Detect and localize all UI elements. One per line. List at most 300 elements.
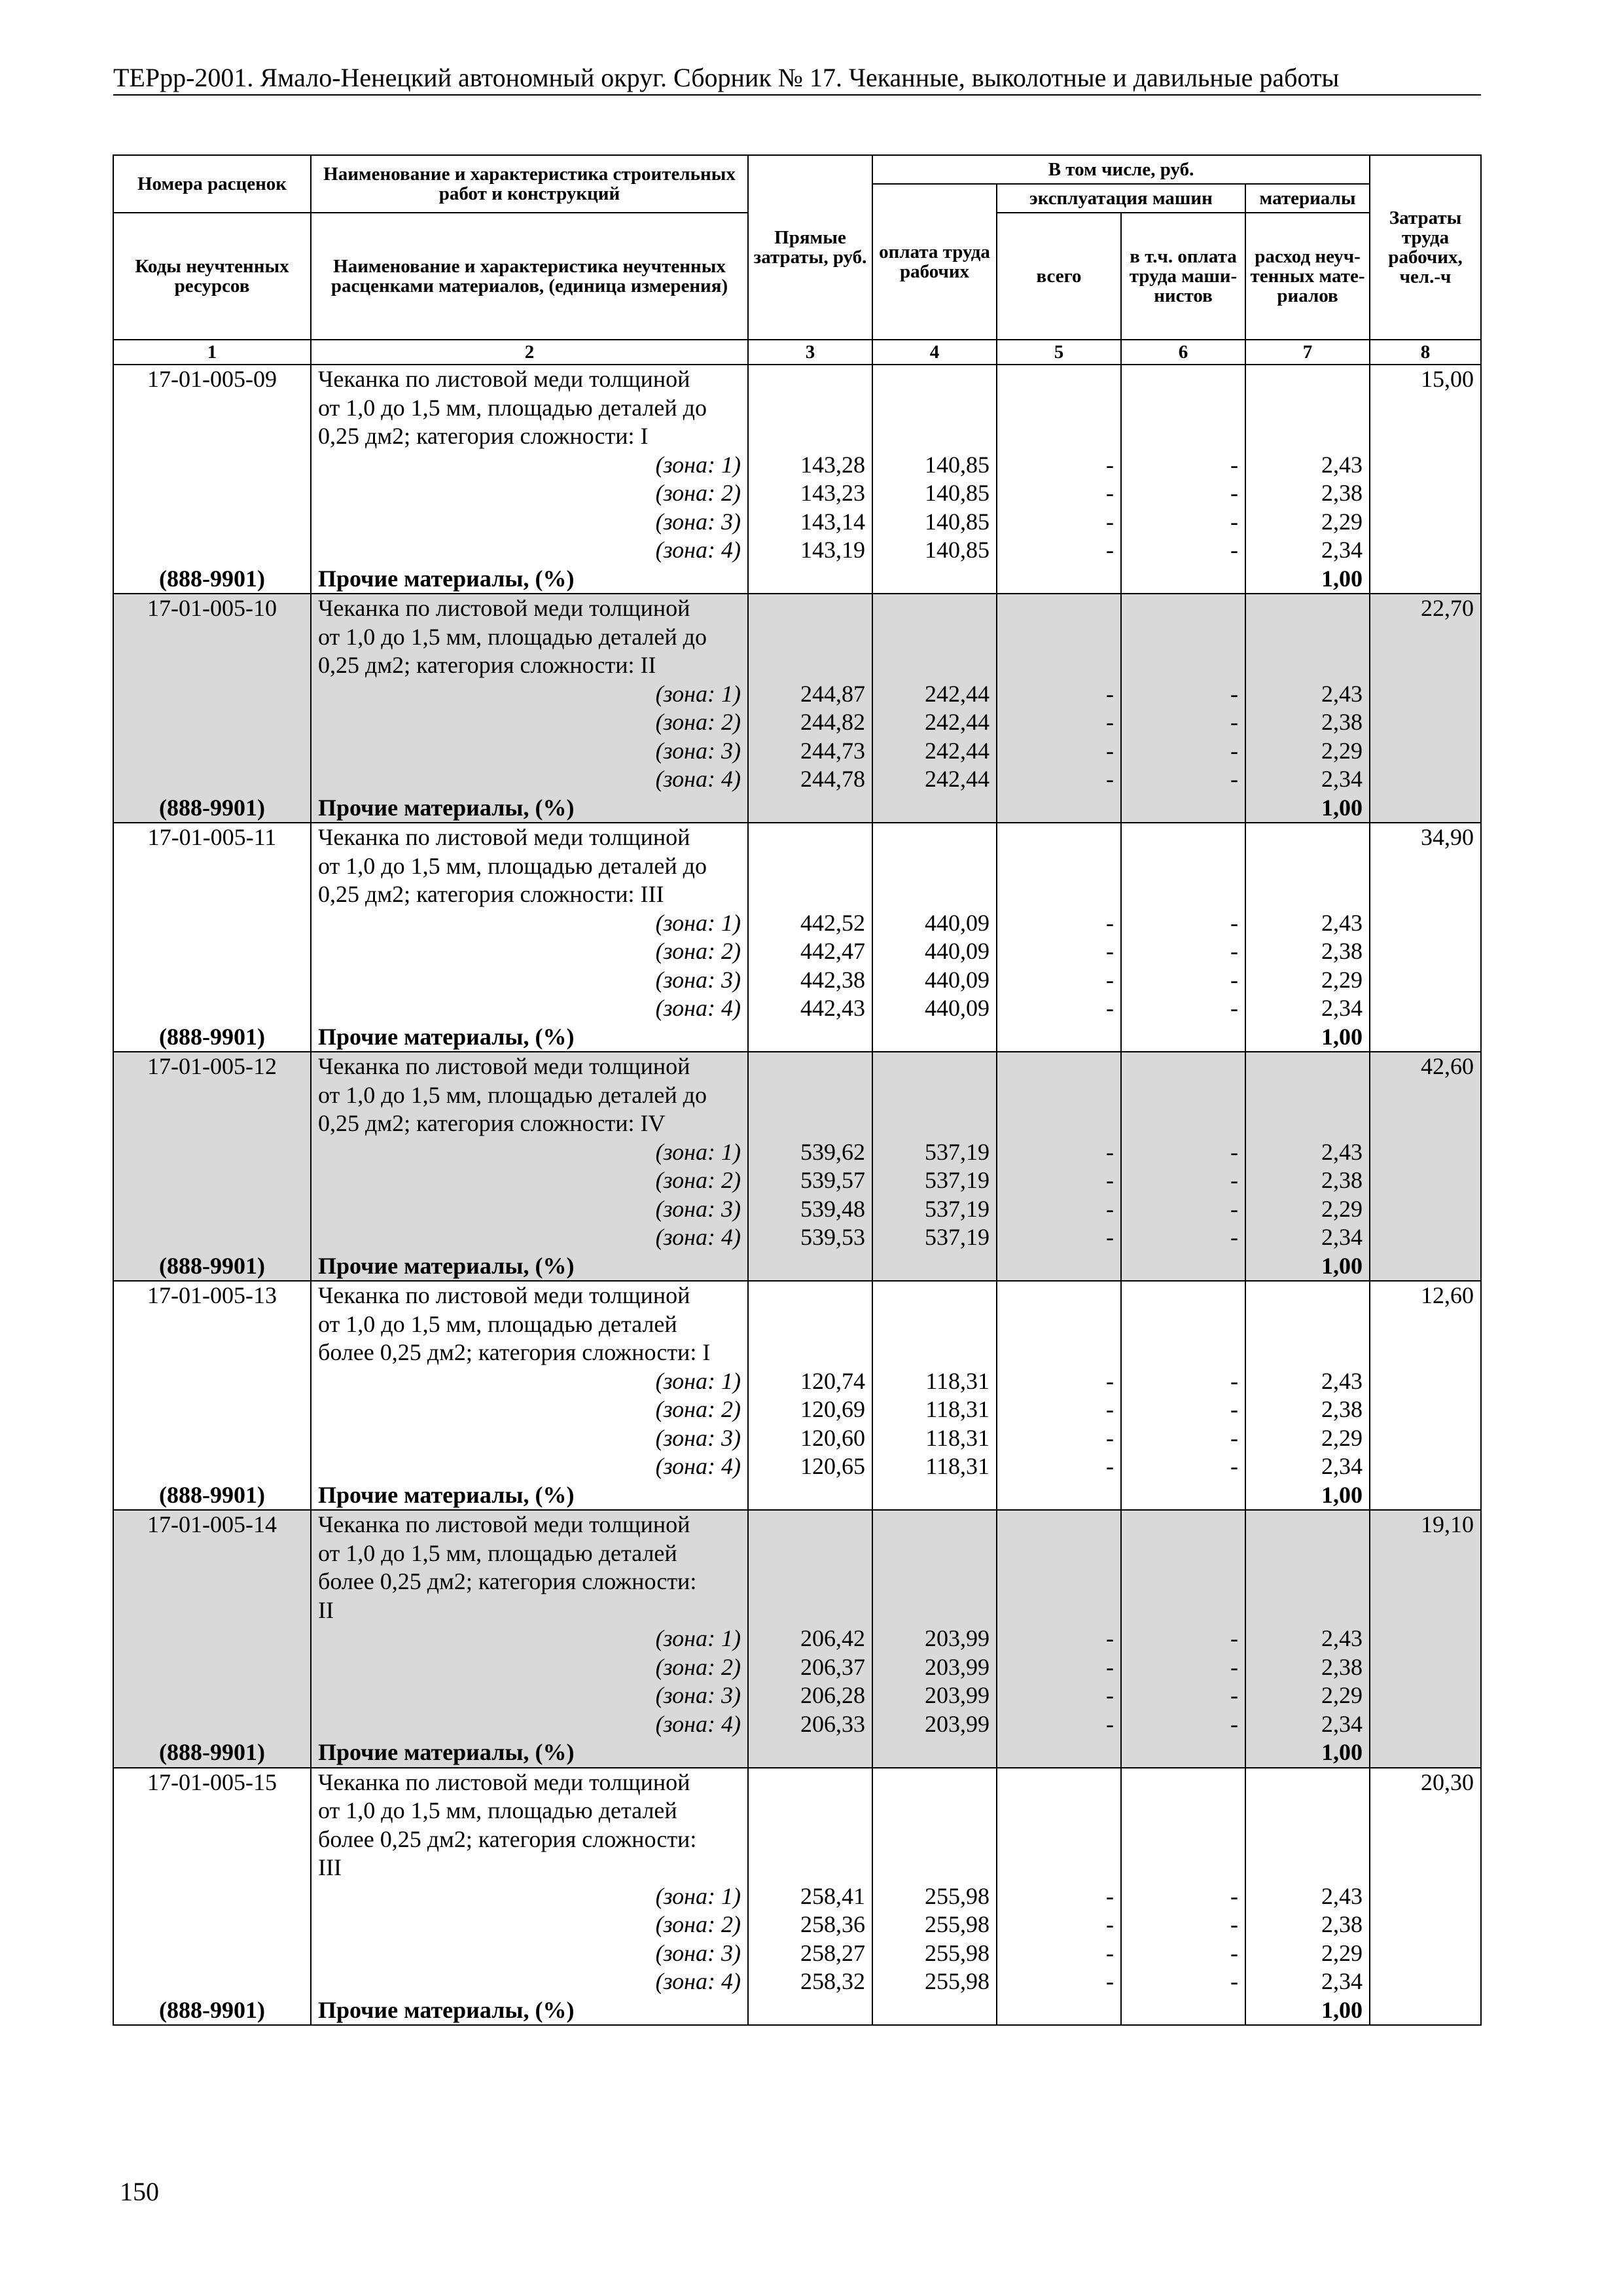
zone-row — [113, 1710, 1481, 1739]
materials-value: 2,34 — [1245, 1223, 1370, 1252]
other-materials-value: 1,00 — [1245, 1252, 1370, 1282]
rate-code: 17-01-005-15 — [113, 1768, 311, 1797]
empty-cell — [113, 1797, 311, 1825]
zone-row — [113, 994, 1481, 1023]
empty-cell — [872, 852, 997, 881]
rate-group — [113, 823, 1481, 1052]
machinist-pay-value: - — [1121, 508, 1245, 537]
machinist-pay-value: - — [1121, 1452, 1245, 1481]
empty-cell — [1370, 1825, 1481, 1854]
zone-label: (зона: 4) — [311, 765, 748, 794]
direct-costs-value: 539,53 — [748, 1223, 872, 1252]
empty-cell — [748, 1338, 872, 1367]
materials-value: 2,43 — [1245, 1138, 1370, 1167]
materials-value: 2,43 — [1245, 1624, 1370, 1653]
work-description-line: 0,25 дм2; категория сложности: II — [311, 651, 748, 680]
resource-code: (888-9901) — [113, 565, 311, 594]
empty-cell — [1370, 708, 1481, 737]
empty-cell — [113, 1310, 311, 1339]
description-row — [113, 823, 1481, 852]
empty-cell — [1370, 1452, 1481, 1481]
workers-pay-value: 255,98 — [872, 1967, 997, 1996]
col-unaccounted-consumption: расход неуч-тенных мате-риалов — [1245, 213, 1370, 340]
workers-pay-value: 140,85 — [872, 451, 997, 480]
empty-cell — [872, 1510, 997, 1539]
empty-cell — [748, 823, 872, 852]
workers-pay-value: 537,19 — [872, 1223, 997, 1252]
zone-label: (зона: 2) — [311, 1910, 748, 1939]
other-materials-row — [113, 1481, 1481, 1511]
workers-pay-value: 440,09 — [872, 937, 997, 966]
work-description-line: более 0,25 дм2; категория сложности: — [311, 1825, 748, 1854]
empty-cell — [1370, 479, 1481, 508]
work-description-line: 0,25 дм2; категория сложности: I — [311, 422, 748, 451]
empty-cell — [997, 1738, 1121, 1768]
empty-cell — [872, 1081, 997, 1110]
other-materials-row — [113, 1023, 1481, 1052]
materials-value: 2,29 — [1245, 1424, 1370, 1453]
rate-code: 17-01-005-10 — [113, 594, 311, 623]
zone-label: (зона: 4) — [311, 536, 748, 565]
empty-cell — [997, 1052, 1121, 1081]
other-materials-value: 1,00 — [1245, 1996, 1370, 2026]
empty-cell — [748, 623, 872, 652]
direct-costs-value: 442,47 — [748, 937, 872, 966]
machine-total-value: - — [997, 1939, 1121, 1968]
machine-total-value: - — [997, 1195, 1121, 1224]
empty-cell — [1370, 1424, 1481, 1453]
table-header — [113, 155, 1481, 365]
zone-label: (зона: 3) — [311, 508, 748, 537]
empty-cell — [1245, 1768, 1370, 1797]
labor-costs-value: 34,90 — [1370, 823, 1481, 852]
empty-cell — [1245, 1109, 1370, 1138]
zone-row — [113, 1138, 1481, 1167]
description-row — [113, 1510, 1481, 1539]
empty-cell — [1121, 852, 1245, 881]
empty-cell — [872, 422, 997, 451]
materials-value: 2,34 — [1245, 1452, 1370, 1481]
machine-total-value: - — [997, 1452, 1121, 1481]
machinist-pay-value: - — [1121, 937, 1245, 966]
empty-cell — [1121, 1109, 1245, 1138]
empty-cell — [997, 1539, 1121, 1568]
col-machinist-pay: в т.ч. оплата труда маши-нистов — [1121, 213, 1245, 340]
direct-costs-value: 539,57 — [748, 1166, 872, 1195]
empty-cell — [997, 365, 1121, 394]
empty-cell — [113, 1452, 311, 1481]
zone-row — [113, 479, 1481, 508]
materials-value: 2,29 — [1245, 1681, 1370, 1710]
machinist-pay-value: - — [1121, 680, 1245, 709]
work-description-line: более 0,25 дм2; категория сложности: I — [311, 1338, 748, 1367]
labor-costs-value: 42,60 — [1370, 1052, 1481, 1081]
zone-row — [113, 680, 1481, 709]
workers-pay-value: 255,98 — [872, 1939, 997, 1968]
empty-cell — [113, 1710, 311, 1739]
work-description-line: II — [311, 1596, 748, 1625]
col-work-name: Наименование и характеристика строительных работ и конструкций — [311, 155, 748, 213]
machinist-pay-value: - — [1121, 1223, 1245, 1252]
page-number: 150 — [120, 2177, 159, 2206]
machine-total-value: - — [997, 1882, 1121, 1911]
other-materials-label: Прочие материалы, (%) — [311, 794, 748, 823]
empty-cell — [1245, 880, 1370, 909]
machine-total-value: - — [997, 536, 1121, 565]
empty-cell — [1121, 651, 1245, 680]
machinist-pay-value: - — [1121, 1967, 1245, 1996]
empty-cell — [1245, 1854, 1370, 1882]
empty-cell — [1245, 422, 1370, 451]
empty-cell — [872, 823, 997, 852]
empty-cell — [872, 1023, 997, 1052]
col-workers-pay: оплата труда рабочих — [872, 184, 997, 340]
col-rate-numbers: Номера расценок — [113, 155, 311, 213]
other-materials-value: 1,00 — [1245, 1481, 1370, 1511]
empty-cell — [1245, 1596, 1370, 1625]
zone-label: (зона: 3) — [311, 1424, 748, 1453]
workers-pay-value: 537,19 — [872, 1166, 997, 1195]
empty-cell — [1370, 937, 1481, 966]
direct-costs-value: 258,32 — [748, 1967, 872, 1996]
empty-cell — [748, 1568, 872, 1596]
workers-pay-value: 440,09 — [872, 909, 997, 938]
direct-costs-value: 244,82 — [748, 708, 872, 737]
empty-cell — [1121, 1252, 1245, 1282]
empty-cell — [1370, 422, 1481, 451]
workers-pay-value: 203,99 — [872, 1681, 997, 1710]
empty-cell — [1370, 565, 1481, 594]
empty-cell — [113, 1854, 311, 1882]
col-total: всего — [997, 213, 1121, 340]
empty-cell — [113, 1939, 311, 1968]
empty-cell — [1121, 1797, 1245, 1825]
empty-cell — [1121, 794, 1245, 823]
machine-total-value: - — [997, 1710, 1121, 1739]
rate-code: 17-01-005-14 — [113, 1510, 311, 1539]
machine-total-value: - — [997, 966, 1121, 995]
empty-cell — [1121, 1081, 1245, 1110]
empty-cell — [748, 1825, 872, 1854]
zone-label: (зона: 4) — [311, 994, 748, 1023]
rate-code: 17-01-005-09 — [113, 365, 311, 394]
empty-cell — [872, 1768, 997, 1797]
empty-cell — [872, 394, 997, 423]
other-materials-row — [113, 1996, 1481, 2026]
empty-cell — [1245, 1310, 1370, 1339]
empty-cell — [1370, 680, 1481, 709]
empty-cell — [113, 422, 311, 451]
empty-cell — [872, 1052, 997, 1081]
machinist-pay-value: - — [1121, 1710, 1245, 1739]
zone-label: (зона: 2) — [311, 1653, 748, 1682]
resource-code: (888-9901) — [113, 1481, 311, 1511]
workers-pay-value: 203,99 — [872, 1710, 997, 1739]
empty-cell — [1121, 594, 1245, 623]
empty-cell — [113, 1653, 311, 1682]
empty-cell — [113, 508, 311, 537]
empty-cell — [113, 765, 311, 794]
empty-cell — [1245, 365, 1370, 394]
empty-cell — [872, 1281, 997, 1310]
empty-cell — [1245, 1568, 1370, 1596]
empty-cell — [113, 479, 311, 508]
zone-label: (зона: 1) — [311, 909, 748, 938]
empty-cell — [997, 1081, 1121, 1110]
description-row — [113, 880, 1481, 909]
materials-value: 2,29 — [1245, 1195, 1370, 1224]
empty-cell — [1245, 594, 1370, 623]
empty-cell — [1121, 1539, 1245, 1568]
empty-cell — [997, 852, 1121, 881]
empty-cell — [113, 1624, 311, 1653]
empty-cell — [872, 651, 997, 680]
empty-cell — [748, 1854, 872, 1882]
direct-costs-value: 206,33 — [748, 1710, 872, 1739]
work-description-line: Чеканка по листовой меди толщиной — [311, 594, 748, 623]
labor-costs-value: 20,30 — [1370, 1768, 1481, 1797]
col-including: В том числе, руб. — [872, 155, 1370, 184]
empty-cell — [1370, 994, 1481, 1023]
zone-label: (зона: 1) — [311, 1138, 748, 1167]
empty-cell — [1121, 1510, 1245, 1539]
zone-row — [113, 451, 1481, 480]
empty-cell — [1121, 1568, 1245, 1596]
resource-code: (888-9901) — [113, 1738, 311, 1768]
empty-cell — [1121, 1281, 1245, 1310]
machinist-pay-value: - — [1121, 909, 1245, 938]
direct-costs-value: 539,48 — [748, 1195, 872, 1224]
other-materials-row — [113, 1738, 1481, 1768]
zone-label: (зона: 1) — [311, 1882, 748, 1911]
workers-pay-value: 242,44 — [872, 708, 997, 737]
empty-cell — [872, 1539, 997, 1568]
empty-cell — [1370, 1310, 1481, 1339]
empty-cell — [113, 1138, 311, 1167]
zone-label: (зона: 3) — [311, 966, 748, 995]
empty-cell — [997, 1023, 1121, 1052]
resource-code: (888-9901) — [113, 1252, 311, 1282]
machine-total-value: - — [997, 451, 1121, 480]
work-description-line: от 1,0 до 1,5 мм, площадью деталей — [311, 1539, 748, 1568]
empty-cell — [872, 565, 997, 594]
empty-cell — [1121, 565, 1245, 594]
empty-cell — [1370, 909, 1481, 938]
zone-row — [113, 937, 1481, 966]
zone-row — [113, 1395, 1481, 1424]
description-row — [113, 1568, 1481, 1596]
empty-cell — [1245, 1825, 1370, 1854]
labor-costs-value: 15,00 — [1370, 365, 1481, 394]
empty-cell — [748, 1510, 872, 1539]
empty-cell — [997, 1568, 1121, 1596]
direct-costs-value: 120,74 — [748, 1367, 872, 1396]
other-materials-value: 1,00 — [1245, 1023, 1370, 1052]
col-number: 4 — [872, 340, 997, 365]
other-materials-value: 1,00 — [1245, 1738, 1370, 1768]
materials-value: 2,34 — [1245, 765, 1370, 794]
empty-cell — [748, 1539, 872, 1568]
workers-pay-value: 242,44 — [872, 680, 997, 709]
empty-cell — [1370, 794, 1481, 823]
machine-total-value: - — [997, 1166, 1121, 1195]
zone-label: (зона: 2) — [311, 1166, 748, 1195]
direct-costs-value: 143,28 — [748, 451, 872, 480]
workers-pay-value: 242,44 — [872, 765, 997, 794]
other-materials-label: Прочие материалы, (%) — [311, 565, 748, 594]
empty-cell — [113, 1596, 311, 1625]
empty-cell — [113, 1338, 311, 1367]
empty-cell — [748, 1797, 872, 1825]
empty-cell — [1370, 651, 1481, 680]
empty-cell — [113, 1910, 311, 1939]
description-row — [113, 394, 1481, 423]
direct-costs-value: 442,43 — [748, 994, 872, 1023]
workers-pay-value: 118,31 — [872, 1452, 997, 1481]
machine-total-value: - — [997, 708, 1121, 737]
description-row — [113, 1310, 1481, 1339]
machine-total-value: - — [997, 1910, 1121, 1939]
rate-code: 17-01-005-11 — [113, 823, 311, 852]
machine-total-value: - — [997, 1138, 1121, 1167]
empty-cell — [1370, 1539, 1481, 1568]
rate-group — [113, 365, 1481, 594]
zone-label: (зона: 1) — [311, 1624, 748, 1653]
empty-cell — [1370, 1568, 1481, 1596]
zone-label: (зона: 2) — [311, 937, 748, 966]
workers-pay-value: 140,85 — [872, 508, 997, 537]
empty-cell — [1245, 1052, 1370, 1081]
direct-costs-value: 244,73 — [748, 737, 872, 766]
empty-cell — [113, 1223, 311, 1252]
materials-value: 2,34 — [1245, 1967, 1370, 1996]
empty-cell — [1245, 1281, 1370, 1310]
empty-cell — [113, 737, 311, 766]
zone-row — [113, 1223, 1481, 1252]
machinist-pay-value: - — [1121, 1395, 1245, 1424]
workers-pay-value: 118,31 — [872, 1367, 997, 1396]
zone-row — [113, 1424, 1481, 1453]
empty-cell — [113, 1166, 311, 1195]
empty-cell — [1121, 1768, 1245, 1797]
description-row — [113, 852, 1481, 881]
materials-value: 2,43 — [1245, 1882, 1370, 1911]
materials-value: 2,43 — [1245, 451, 1370, 480]
materials-value: 2,38 — [1245, 708, 1370, 737]
empty-cell — [748, 1023, 872, 1052]
machinist-pay-value: - — [1121, 1624, 1245, 1653]
empty-cell — [748, 1281, 872, 1310]
empty-cell — [1370, 394, 1481, 423]
machinist-pay-value: - — [1121, 1681, 1245, 1710]
empty-cell — [1121, 1854, 1245, 1882]
work-description-line: более 0,25 дм2; категория сложности: — [311, 1568, 748, 1596]
work-description-line: Чеканка по листовой меди толщиной — [311, 1510, 748, 1539]
empty-cell — [1370, 1023, 1481, 1052]
col-materials: материалы — [1245, 184, 1370, 213]
materials-value: 2,29 — [1245, 1939, 1370, 1968]
empty-cell — [113, 1539, 311, 1568]
direct-costs-value: 120,69 — [748, 1395, 872, 1424]
empty-cell — [1370, 966, 1481, 995]
zone-row — [113, 1681, 1481, 1710]
machinist-pay-value: - — [1121, 1138, 1245, 1167]
empty-cell — [997, 823, 1121, 852]
zone-label: (зона: 1) — [311, 680, 748, 709]
direct-costs-value: 442,38 — [748, 966, 872, 995]
empty-cell — [1245, 1797, 1370, 1825]
empty-cell — [1370, 1910, 1481, 1939]
empty-cell — [997, 1596, 1121, 1625]
description-row — [113, 422, 1481, 451]
empty-cell — [113, 852, 311, 881]
empty-cell — [872, 880, 997, 909]
zone-row — [113, 1653, 1481, 1682]
empty-cell — [1245, 1510, 1370, 1539]
empty-cell — [748, 394, 872, 423]
col-number: 6 — [1121, 340, 1245, 365]
work-description-line: Чеканка по листовой меди толщиной — [311, 1052, 748, 1081]
empty-cell — [1121, 623, 1245, 652]
zone-label: (зона: 2) — [311, 1395, 748, 1424]
materials-value: 2,29 — [1245, 508, 1370, 537]
other-materials-label: Прочие материалы, (%) — [311, 1996, 748, 2026]
machine-total-value: - — [997, 1681, 1121, 1710]
machinist-pay-value: - — [1121, 765, 1245, 794]
workers-pay-value: 118,31 — [872, 1424, 997, 1453]
empty-cell — [997, 1252, 1121, 1282]
page-header-title: ТЕРрр-2001. Ямало-Ненецкий автономный округ. Сборник № 17. Чеканные, выколотные и давильные работы — [113, 63, 1481, 96]
empty-cell — [1245, 1338, 1370, 1367]
zone-row — [113, 1910, 1481, 1939]
description-row — [113, 1854, 1481, 1882]
zone-row — [113, 737, 1481, 766]
machinist-pay-value: - — [1121, 1166, 1245, 1195]
machinist-pay-value: - — [1121, 479, 1245, 508]
direct-costs-value: 143,23 — [748, 479, 872, 508]
empty-cell — [872, 1825, 997, 1854]
col-labor-costs: Затраты труда рабочих, чел.-ч — [1370, 155, 1481, 340]
zone-label: (зона: 2) — [311, 708, 748, 737]
zone-label: (зона: 4) — [311, 1710, 748, 1739]
empty-cell — [1245, 1081, 1370, 1110]
description-row — [113, 1768, 1481, 1797]
machine-total-value: - — [997, 1967, 1121, 1996]
empty-cell — [1370, 852, 1481, 881]
workers-pay-value: 255,98 — [872, 1910, 997, 1939]
empty-cell — [748, 1481, 872, 1511]
empty-cell — [872, 1252, 997, 1282]
empty-cell — [1121, 1310, 1245, 1339]
empty-cell — [748, 1310, 872, 1339]
work-description-line: 0,25 дм2; категория сложности: IV — [311, 1109, 748, 1138]
empty-cell — [1370, 1967, 1481, 1996]
zone-label: (зона: 4) — [311, 1967, 748, 1996]
empty-cell — [997, 794, 1121, 823]
direct-costs-value: 539,62 — [748, 1138, 872, 1167]
machinist-pay-value: - — [1121, 966, 1245, 995]
zone-label: (зона: 3) — [311, 737, 748, 766]
empty-cell — [1370, 1596, 1481, 1625]
empty-cell — [113, 880, 311, 909]
empty-cell — [748, 1252, 872, 1282]
empty-cell — [748, 880, 872, 909]
empty-cell — [113, 1367, 311, 1396]
machinist-pay-value: - — [1121, 994, 1245, 1023]
direct-costs-value: 206,37 — [748, 1653, 872, 1682]
empty-cell — [872, 594, 997, 623]
description-row — [113, 365, 1481, 394]
